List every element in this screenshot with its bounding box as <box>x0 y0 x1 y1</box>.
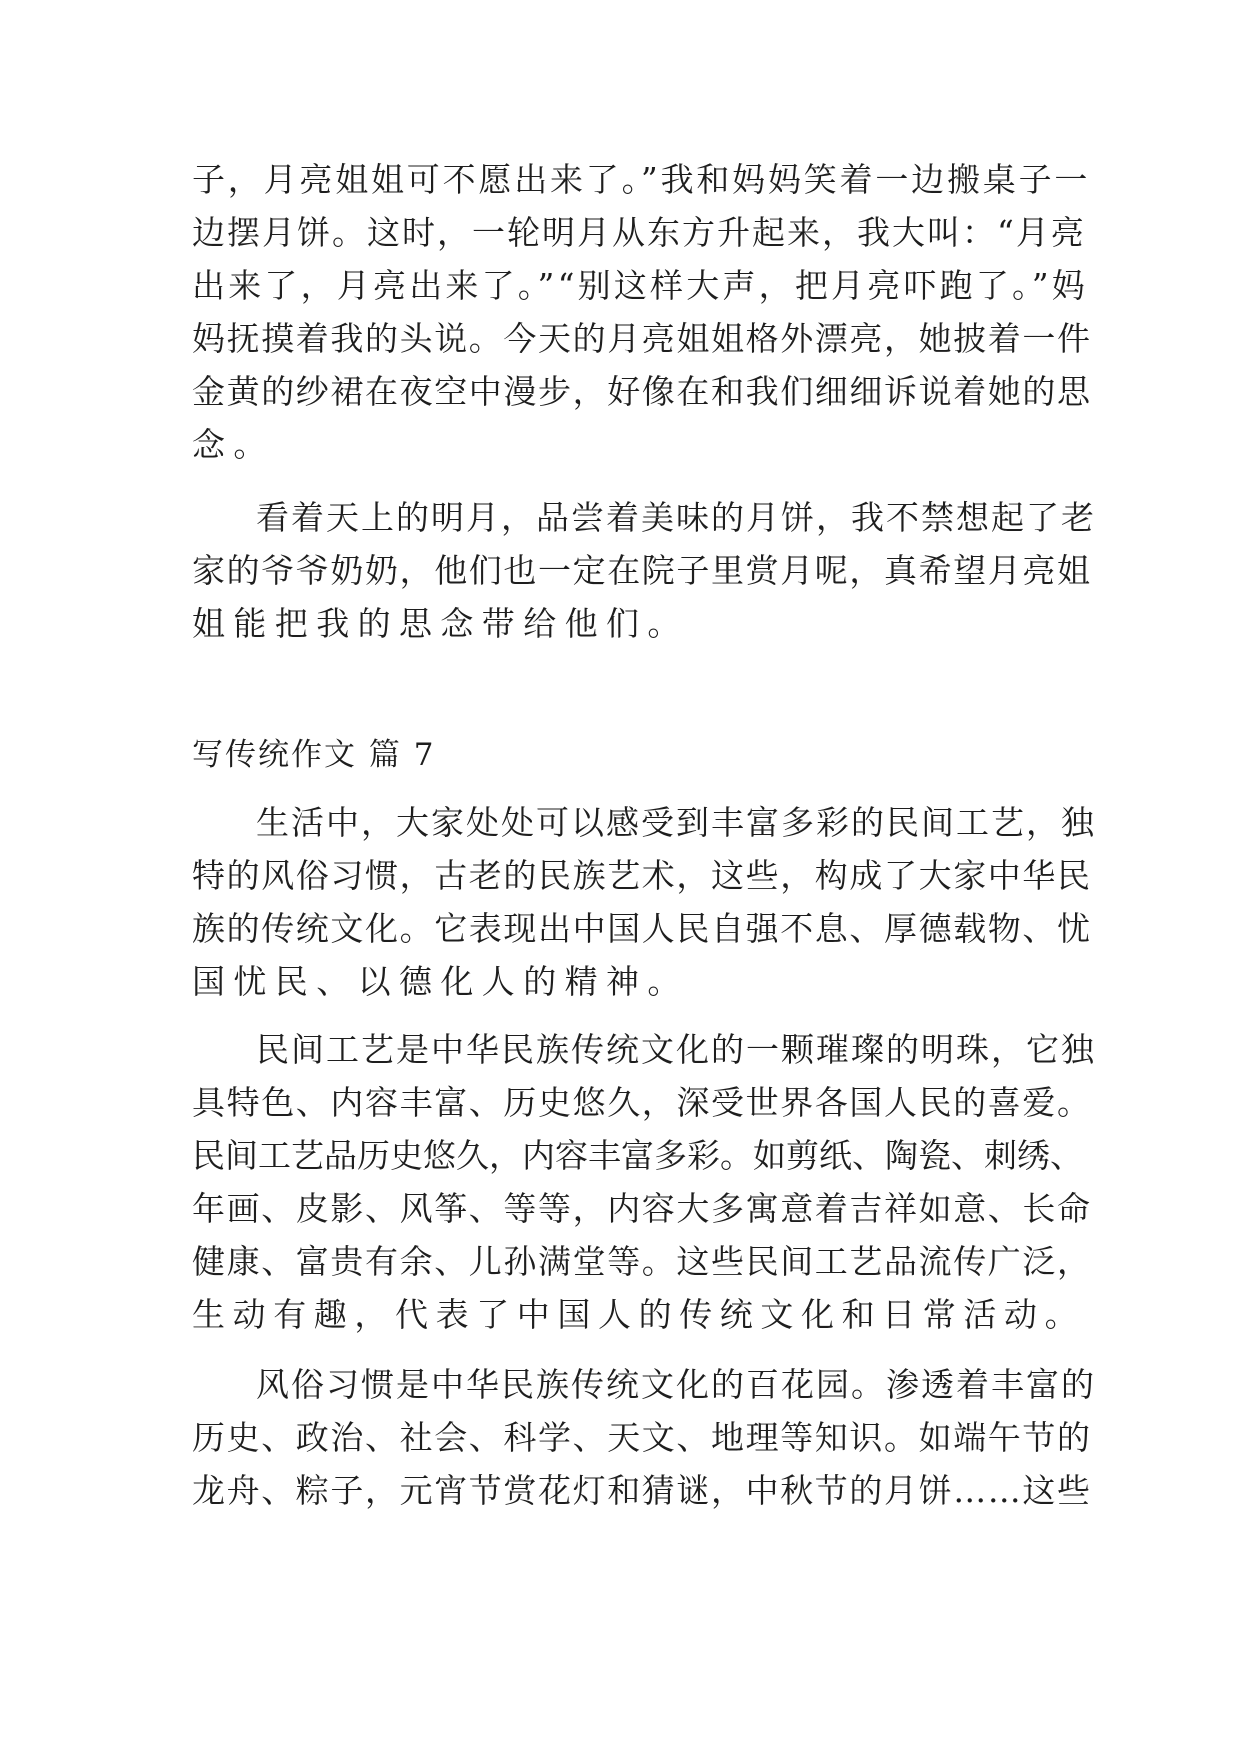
text-line: 民间工艺是中华民族传统文化的一颗璀璨的明珠，它独 <box>256 1030 1096 1069</box>
text-line: 生活中，大家处处可以感受到丰富多彩的民间工艺，独 <box>256 803 1096 842</box>
text-line: 年画、皮影、风筝、等等，内容大多寓意着吉祥如意、长命 <box>192 1189 1092 1228</box>
text-line: 历史、政治、社会、科学、天文、地理等知识。如端午节的 <box>192 1418 1092 1457</box>
section-heading: 写传统作文 篇 7 <box>192 737 436 773</box>
text-line: 念。 <box>192 425 275 464</box>
text-line: 看着天上的明月，品尝着美味的月饼，我不禁想起了老 <box>256 498 1096 537</box>
text-line: 家的爷爷奶奶，他们也一定在院子里赏月呢，真希望月亮姐 <box>192 551 1092 590</box>
text-line: 边摆月饼。这时，一轮明月从东方升起来，我大叫：“月亮 <box>192 213 1086 252</box>
text-line: 风俗习惯是中华民族传统文化的百花园。渗透着丰富的 <box>256 1365 1096 1404</box>
text-line: 特的风俗习惯，古老的民族艺术，这些，构成了大家中华民 <box>192 856 1092 895</box>
text-line: 国忧民、以德化人的精神。 <box>192 962 689 1001</box>
text-line: 民间工艺品历史悠久，内容丰富多彩。如剪纸、陶瓷、刺绣、 <box>192 1136 1083 1175</box>
text-line: 子，月亮姐姐可不愿出来了。”我和妈妈笑着一边搬桌子一 <box>192 160 1091 199</box>
text-line: 族的传统文化。它表现出中国人民自强不息、厚德载物、忧 <box>192 909 1092 948</box>
text-line: 健康、富贵有余、儿孙满堂等。这些民间工艺品流传广泛， <box>192 1242 1092 1281</box>
text-line: 金黄的纱裙在夜空中漫步，好像在和我们细细诉说着她的思 <box>192 372 1092 411</box>
text-line: 姐能把我的思念带给他们。 <box>192 604 689 643</box>
text-line: 妈抚摸着我的头说。今天的月亮姐姐格外漂亮，她披着一件 <box>192 319 1092 358</box>
text-line: 出来了，月亮出来了。”“别这样大声，把月亮吓跑了。”妈 <box>192 266 1089 305</box>
text-line: 生动有趣，代表了中国人的传统文化和日常活动。 <box>192 1295 1086 1334</box>
text-line: 龙舟、粽子，元宵节赏花灯和猜谜，中秋节的月饼……这些 <box>192 1471 1092 1510</box>
text-line: 具特色、内容丰富、历史悠久，深受世界各国人民的喜爱。 <box>192 1083 1092 1122</box>
